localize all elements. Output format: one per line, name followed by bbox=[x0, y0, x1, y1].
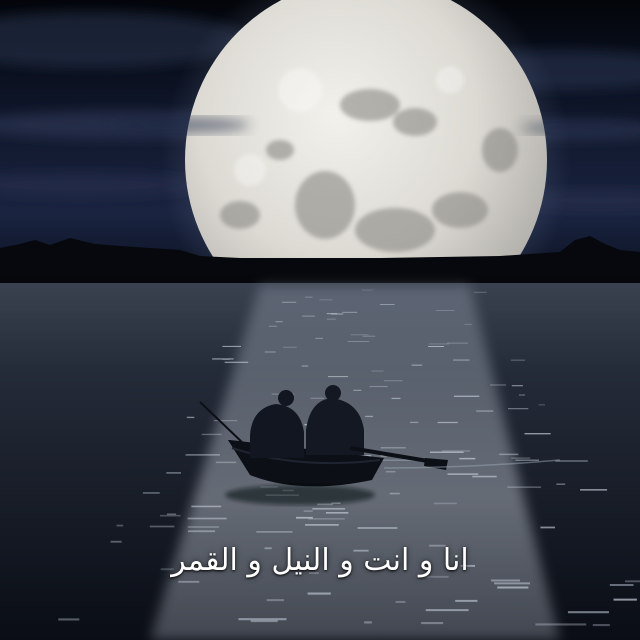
caption-text: انا و انت و النيل و القمر bbox=[171, 543, 469, 578]
boat-shadow bbox=[225, 485, 375, 505]
